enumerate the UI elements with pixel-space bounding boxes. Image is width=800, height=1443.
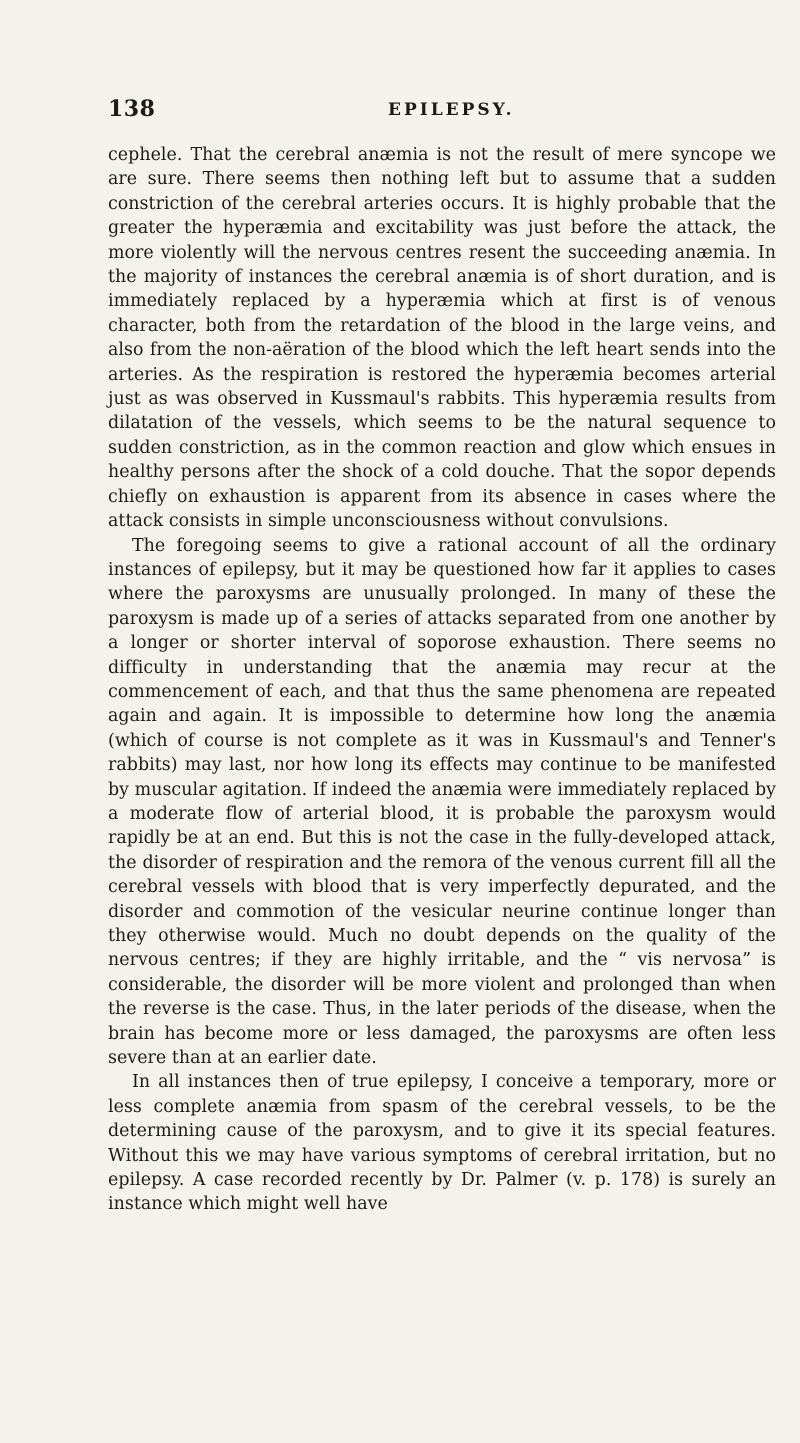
paragraph-continued: cephele. That the cerebral anæmia is not the result of mere syncope we are sure. There seems then nothing left but to assume that a sudden constriction of the cerebral arteries occurs. It is highly probable that the greater the hyperæmia and excitability was just before the attack, the more violently will the nervous centres resent the succeeding anæmia. In the majority of instances the cerebral anæmia is of short duration, and is immediately replaced by a hyperæmia which at first is of venous character, both from the retardation of the blood in the large veins, and also from the non-aëration of the blood which the left heart sends into the arteries. As the respiration is restored the hyperæmia becomes arterial just as was observed in Kussmaul's rabbits. This hyperæmia results from dilatation of the vessels, which seems to be the natural sequence to sudden constriction, as in the common reaction and glow which ensues in healthy persons after the shock of a cold douche. That the sopor depends chiefly on exhaustion is apparent from its absence in cases where the attack consists in simple unconsciousness without convulsions.: [108, 145, 776, 532]
paragraph: In all instances then of true epilepsy, I conceive a temporary, more or less complete anæmia from spasm of the cerebral vessels, to be the determining cause of the paroxysm, and to give it its special features. Without this we may have various symptoms of cerebral irritation, but no epilepsy. A case recorded recently by Dr. Palmer (v. p. 178) is surely an instance which might well have: [108, 1072, 776, 1215]
running-head: EPILEPSY.: [388, 100, 515, 120]
paragraph: The foregoing seems to give a rational account of all the ordinary instances of epilepsy, but it may be questioned how far it applies to cases where the paroxysms are unusually prolonged. In many of these the paroxysm is made up of a series of attacks separated from one another by a longer or shorter interval of soporose exhaustion. There seems no difficulty in understanding that the anæmia may recur at the commencement of each, and that thus the same phenomena are repeated again and again. It is impossible to determine how long the anæmia (which of course is not complete as it was in Kussmaul's and Tenner's rabbits) may last, nor how long its effects may continue to be manifested by muscular agitation. If indeed the anæmia were immediately replaced by a moderate flow of arterial blood, it is probable the paroxysm would rapidly be at an end. But this is not the case in the fully-developed attack, the disorder of respiration and the remora of the venous current fill all the cerebral vessels with blood that is very imperfectly depurated, and the disorder and commotion of the vesicular neurine continue longer than they otherwise would. Much no doubt depends on the quality of the nervous centres; if they are highly irritable, and the “ vis nervosa” is considerable, the disorder will be more violent and prolonged than when the reverse is the case. Thus, in the later periods of the disease, when the brain has become more or less damaged, the paroxysms are often less severe than at an earlier date.: [108, 535, 776, 1069]
page-header: [108, 96, 778, 126]
page-number: 138: [108, 96, 156, 122]
body-text: [108, 143, 776, 1217]
